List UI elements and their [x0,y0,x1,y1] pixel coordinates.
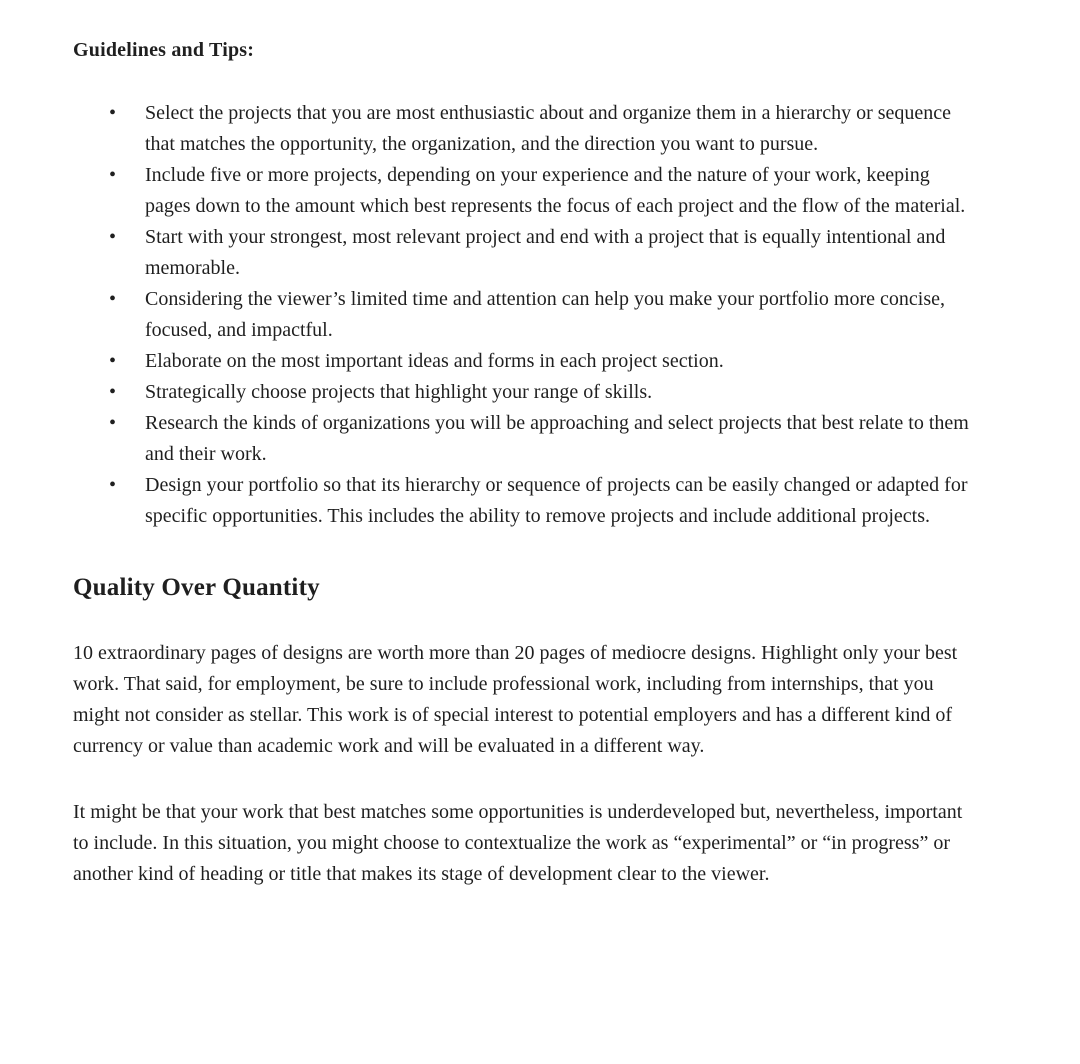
section-heading-quality-over-quantity: Quality Over Quantity [73,574,320,601]
guidelines-list [73,98,970,532]
list-item [73,98,970,160]
section-heading-guidelines: Guidelines and Tips: [73,39,255,61]
bullet-icon: • [109,288,117,310]
bullet-icon: • [109,164,117,186]
paragraph-underdeveloped-work: It might be that your work that best matches some opportunities is underdeveloped but, nevertheless, important to include. In this situation, you might choose to contextualize the work as “experimental” or “in progress” or another kind of heading or title that makes its stage of development clear to the viewer. [73,801,963,885]
bullet-icon: • [109,412,117,434]
list-item [73,408,970,470]
list-item-text: Include five or more projects, depending on your experience and the nature of your work, keeping pages down to the amount which best represents the focus of each project and the flow of the material. [145,164,966,217]
list-item [73,222,970,284]
list-item [73,346,970,377]
list-item [73,284,970,346]
bullet-icon: • [109,226,117,248]
paragraph-quality: 10 extraordinary pages of designs are worth more than 20 pages of mediocre designs. Highlight only your best work. That said, for employment, be sure to include professional work, including from internships, that you might not consider as stellar. This work is of special interest to potential employers and has a different kind of currency or value than academic work and will be evaluated in a different way. [73,642,958,757]
list-item-text: Elaborate on the most important ideas and forms in each project section. [145,350,724,372]
list-item-text: Strategically choose projects that highlight your range of skills. [145,381,653,403]
list-item-text: Research the kinds of organizations you will be approaching and select projects that best relate to them and their work. [145,412,969,465]
list-item [73,160,970,222]
list-item-text: Start with your strongest, most relevant project and end with a project that is equally intentional and memorable. [145,226,946,279]
list-item-text: Considering the viewer’s limited time and attention can help you make your portfolio more concise, focused, and impactful. [145,288,945,341]
list-item-text: Design your portfolio so that its hierarchy or sequence of projects can be easily changed or adapted for specific opportunities. This includes the ability to remove projects and include additional projects. [145,474,968,527]
bullet-icon: • [109,350,117,372]
list-item-text: Select the projects that you are most enthusiastic about and organize them in a hierarchy or sequence that matches the opportunity, the organization, and the direction you want to pursue. [145,102,952,155]
bullet-icon: • [109,381,117,403]
bullet-icon: • [109,474,117,496]
list-item [73,377,970,408]
bullet-icon: • [109,102,117,124]
list-item [73,470,970,532]
